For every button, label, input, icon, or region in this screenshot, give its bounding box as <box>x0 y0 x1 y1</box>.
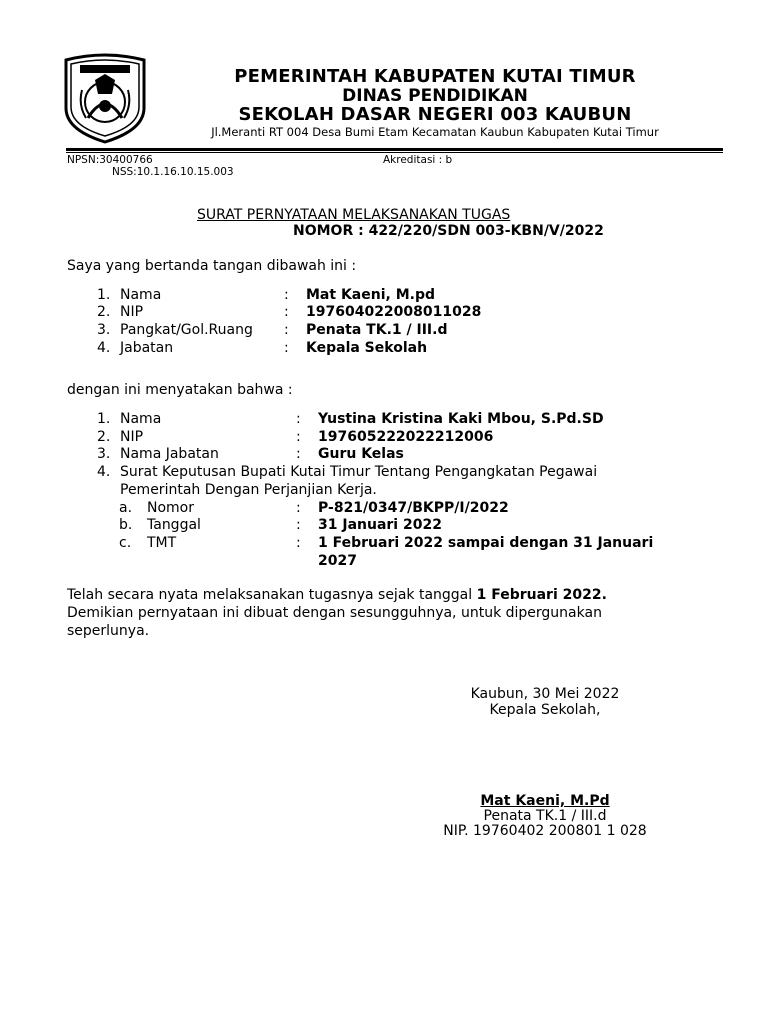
decree-colon-a: : <box>296 500 301 516</box>
decree-label-a: Nomor <box>147 500 194 516</box>
signer-num-1: 1. <box>97 287 111 303</box>
subject-colon-1: : <box>296 411 301 427</box>
decree-value-c-cont: 2027 <box>318 553 357 569</box>
subject-num-2: 2. <box>97 429 111 445</box>
signature-nip: NIP. 19760402 200801 1 028 <box>443 823 647 839</box>
signer-label-4: Jabatan <box>120 340 174 356</box>
signer-label-1: Nama <box>120 287 162 303</box>
subject-num-3: 3. <box>97 446 111 462</box>
decree-value-b: 31 Januari 2022 <box>318 517 442 533</box>
decree-line-1: Surat Keputusan Bupati Kutai Timur Tentang Pengangkatan Pegawai <box>120 464 598 480</box>
subject-label-2: NIP <box>120 429 144 445</box>
signer-value-4: Kepala Sekolah <box>306 340 428 356</box>
decree-value-a: P-821/0347/BKPP/I/2022 <box>318 500 509 516</box>
subject-label-1: Nama <box>120 411 162 427</box>
letter-title: SURAT PERNYATAAN MELAKSANAKAN TUGAS <box>197 207 511 223</box>
subject-value-2: 197605222022212006 <box>318 429 494 445</box>
closing-line-3: seperlunya. <box>67 623 150 639</box>
subject-label-3: Nama Jabatan <box>120 446 219 462</box>
subject-colon-2: : <box>296 429 301 445</box>
subject-num-1: 1. <box>97 411 111 427</box>
signer-value-1: Mat Kaeni, M.pd <box>306 287 435 303</box>
signer-colon-2: : <box>284 304 289 320</box>
signature-rank: Penata TK.1 / III.d <box>483 808 607 824</box>
decree-letter-a: a. <box>119 500 133 516</box>
decree-line-2: Pemerintah Dengan Perjanjian Kerja. <box>120 482 377 498</box>
letter-number: NOMOR : 422/220/SDN 003-KBN/V/2022 <box>293 223 604 239</box>
decree-value-c: 1 Februari 2022 sampai dengan 31 Januari <box>318 535 654 551</box>
place-date: Kaubun, 30 Mei 2022 <box>470 686 620 702</box>
subject-colon-3: : <box>296 446 301 462</box>
declare-text: dengan ini menyatakan bahwa : <box>67 382 293 398</box>
closing-line-2: Demikian pernyataan ini dibuat dengan sesungguhnya, untuk dipergunakan <box>67 605 602 621</box>
signer-label-2: NIP <box>120 304 144 320</box>
decree-letter-b: b. <box>119 517 133 533</box>
closing-text: Telah secara nyata melaksanakan tugasnya sejak tanggal <box>67 587 477 603</box>
subject-value-1: Yustina Kristina Kaki Mbou, S.Pd.SD <box>318 411 604 427</box>
header-rule-thin <box>66 152 723 153</box>
signer-num-3: 3. <box>97 322 111 338</box>
nss-text: NSS:10.1.16.10.15.003 <box>112 166 234 178</box>
signer-value-2: 197604022008011028 <box>306 304 482 320</box>
signer-value-3: Penata TK.1 / III.d <box>306 322 448 338</box>
signature-position: Kepala Sekolah, <box>489 702 601 718</box>
closing-line-1 <box>67 587 607 604</box>
signer-num-2: 2. <box>97 304 111 320</box>
akreditasi-text: Akreditasi : b <box>383 154 453 166</box>
start-date: 1 Februari 2022. <box>476 587 607 603</box>
subject-value-3: Guru Kelas <box>318 446 404 462</box>
npsn-text: NPSN:30400766 <box>67 154 153 166</box>
signer-num-4: 4. <box>97 340 111 356</box>
signer-colon-1: : <box>284 287 289 303</box>
header-rule-thick <box>66 148 723 151</box>
decree-colon-c: : <box>296 535 301 551</box>
signer-colon-3: : <box>284 322 289 338</box>
decree-colon-b: : <box>296 517 301 533</box>
header-department: DINAS PENDIDIKAN <box>342 86 528 106</box>
decree-label-b: Tanggal <box>147 517 201 533</box>
decree-label-c: TMT <box>147 535 177 551</box>
subject-num-4: 4. <box>97 464 111 480</box>
header-address: Jl.Meranti RT 004 Desa Bumi Etam Kecamatan Kaubun Kabupaten Kutai Timur <box>211 125 659 139</box>
header-school: SEKOLAH DASAR NEGERI 003 KAUBUN <box>238 104 632 125</box>
intro-text: Saya yang bertanda tangan dibawah ini : <box>67 258 357 274</box>
signer-label-3: Pangkat/Gol.Ruang <box>120 322 253 338</box>
header-government: PEMERINTAH KABUPATEN KUTAI TIMUR <box>234 66 636 87</box>
signature-name: Mat Kaeni, M.Pd <box>480 793 610 809</box>
signer-colon-4: : <box>284 340 289 356</box>
decree-letter-c: c. <box>119 535 132 551</box>
